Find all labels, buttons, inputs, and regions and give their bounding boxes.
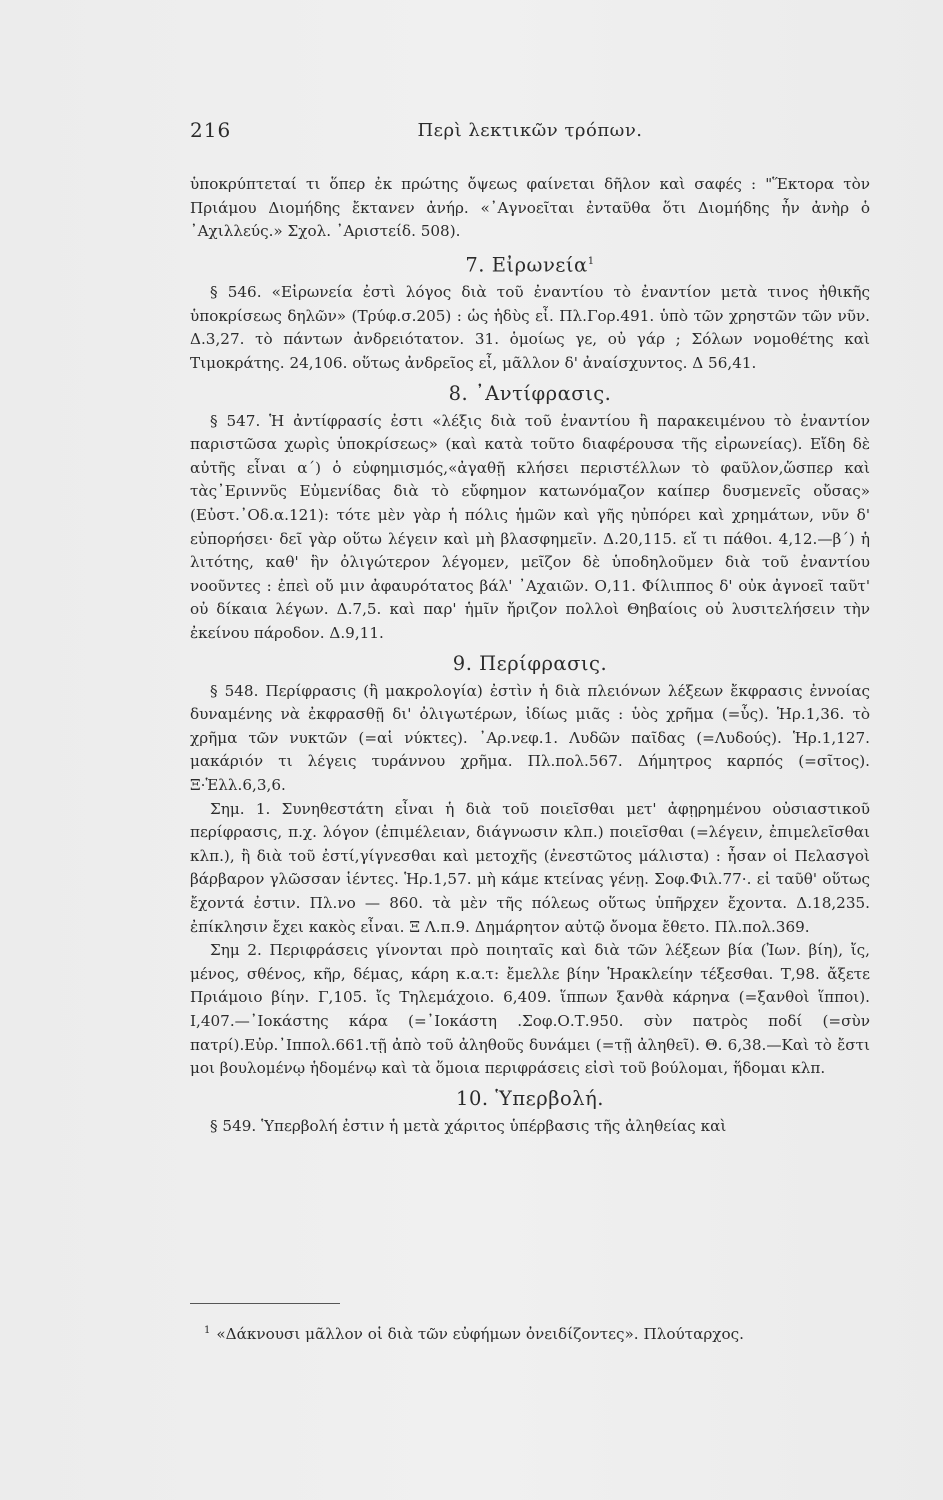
page-body (190, 173, 870, 1138)
paragraph-549: § 549. Ὑπερβολή ἐστιν ἡ μετὰ χάριτος ὑπέρβασις τῆς ἀληθείας καὶ (210, 1116, 727, 1135)
page-header (190, 118, 870, 148)
heading-text: 7. Εἰρωνεία (465, 253, 588, 277)
paragraph-note-1: Σημ. 1. Συνηθεστάτη εἶναι ἡ διὰ τοῦ ποιεῖσθαι μετ' ἀφῃρημένου οὐσιαστικοῦ περίφρασις, π.χ. λόγον (ἐπιμέλειαν, διάγνωσιν κλπ.) ποιεῖσθαι (=λέγειν, ἐπιμελεῖσθαι κλπ.), ἢ διὰ τοῦ ἐστί,γίγνεσθαι καὶ μετοχῆς (ἐνεστῶτος μάλιστα) : ἦσαν οἱ Πελασγοὶ βάρβαρον γλῶσσαν ἱέντες. Ἡρ.1,57. μὴ κάμε κτείνας γένῃ. Σοφ.Φιλ.77·. εἰ ταῦθ' οὕτως ἔχοντά ἐστιν. Πλ.νο — 860. τὰ μὲν τῆς πόλεως οὕτως ὑπῆρχεν ἔχοντα. Δ.18,235. ἐπίκλησιν ἔχει κακὸς εἶναι. Ξ Λ.π.9. Δημάρητον αὐτῷ ὄνομα ἔθετο. Πλ.πολ.369. (190, 799, 870, 936)
running-title: Περὶ λεκτικῶν τρόπων. (417, 120, 643, 141)
page-number: 216 (190, 118, 232, 142)
section-heading-hyperbole: 10. Ὑπερβολή. (456, 1086, 604, 1110)
paragraph-548: § 548. Περίφρασις (ἢ μακρολογία) ἐστὶν ἡ διὰ πλειόνων λέξεων ἔκφρασις ἐννοίας δυναμένης νὰ ἐκφρασθῇ δι' ὀλιγωτέρων, ἰδίως μιᾶς : ὑὸς χρῆμα (=ὗς). Ἡρ.1,36. τὸ χρῆμα τῶν νυκτῶν (=αἱ νύκτες). ᾿Αρ.νεφ.1. Λυδῶν παῖδας (=Λυδούς). Ἡρ.1,127. μακάριόν τι λέγεις τυράννου χρῆμα. Πλ.πολ.567. Δήμητρος καρπός (=σῖτος). Ξ·Ἑλλ.6,3,6. (190, 681, 870, 794)
section-heading-eironeia (190, 248, 870, 280)
footnote-text: «Δάκνουσι μᾶλλον οἱ διὰ τῶν εὐφήμων ὀνειδίζοντες». Πλούταρχος. (216, 1325, 744, 1343)
footnote (190, 1323, 870, 1348)
paragraph-546: § 546. «Εἰρωνεία ἐστὶ λόγος διὰ τοῦ ἐναντίου τὸ ἐναντίον μετὰ τινος ἠθικῆς ὑποκρίσεως δηλῶν» (Τρύφ.σ.205) : ὡς ἡδὺς εἶ. Πλ.Γορ.491. ὑπὸ τῶν χρηστῶν τῶν νῦν. Δ.3,27. τὸ πάντων ἀνδρειότατον. 31. ὁμοίως γε, οὐ γάρ ; Σόλων νομοθέτης καὶ Τιμοκράτης. 24,106. οὕτως ἀνδρεῖος εἶ, μᾶλλον δ' ἀναίσχυντος. Δ 56,41. (190, 283, 870, 373)
footnote-mark: 1 (204, 1325, 211, 1336)
paragraph-547: § 547. Ἡ ἀντίφρασίς ἐστι «λέξις διὰ τοῦ ἐναντίου ἢ παρακειμένου τὸ ἐναντίον παριστῶσα χωρὶς ὑποκρίσεως» (καὶ κατὰ τοῦτο διαφέρουσα τῆς εἰρωνείας). Εἴδη δὲ αὐτῆς εἶναι α΄) ὁ εὐφημισμός,«ἀγαθῇ κλήσει περιστέλλων τὸ φαῦλον,ὥσπερ καὶ τὰς᾿Εριννῦς Εὐμενίδας διὰ τὸ εὔφημον κατωνόμαζον καίπερ δυσμενεῖς οὔσας» (Εὐστ.᾿Οδ.α.121): τότε μὲν γὰρ ἡ πόλις ἡμῶν καὶ γῆς ηὐπόρει καὶ χρημάτων, νῦν δ' εὐπορήσει· δεῖ γὰρ οὕτω λέγειν καὶ μὴ βλασφημεῖν. Δ.20,115. εἴ τι πάθοι. 4,12.—β΄) ἡ λιτότης, καθ' ἣν ὀλιγώτερον λέγομεν, μεῖζον δὲ ὑποδηλοῦμεν διὰ τοῦ ἐναντίου νοοῦντες : ἐπεὶ οὔ μιν ἀφαυρότατος βάλ' ᾿Αχαιῶν. Ο,11. Φίλιππος δ' οὐκ ἀγνοεῖ ταῦτ' οὐ δίκαια λέγων. Δ.7,5. καὶ παρ' ἡμῖν ἤριζον πολλοὶ Θηβαίοις οὐ λυσιτελήσειν τὴν ἐκείνου πάροδον. Δ.9,11. (190, 411, 870, 642)
footnote-ref: 1 (587, 255, 595, 267)
section-heading-periphrasis: 9. Περίφρασις. (452, 651, 608, 675)
paragraph-note-2: Σημ 2. Περιφράσεις γίνονται πρὸ ποιηταῖς καὶ διὰ τῶν λέξεων βία (Ἰων. βίη), ἴς, μένος, σθένος, κῆρ, δέμας, κάρη κ.α.τ: ἔμελλε βίην Ἡρακλείην τέξεσθαι. Τ,98. ἄξετε Πριάμοιο βίην. Γ,105. ἴς Τηλεμάχοιο. 6,409. ἵππων ξανθὰ κάρηνα (=ξανθοὶ ἵπποι). Ι,407.—᾿Ιοκάστης κάρα (=᾿Ιοκάστη .Σοφ.Ο.Τ.950. σὺν πατρὸς ποδί (=σὺν πατρί).Εὐρ.᾿Ιππολ.661.τῇ ἀπὸ τοῦ ἀληθοῦς δυνάμει (=τῇ ἀληθεῖ). Θ. 6,38.—Καὶ τὸ ἔστι μοι βουλομένῳ ἡδομένῳ καὶ τὰ ὅμοια περιφράσεις εἰσὶ τοῦ βούλομαι, ἥδομαι κλπ. (190, 941, 870, 1078)
footnote-divider (190, 1303, 340, 1304)
section-heading-antiphrasis: 8. ᾿Αντίφρασις. (448, 381, 612, 405)
paragraph-continuation: ὑποκρύπτεταί τι ὅπερ ἐκ πρώτης ὄψεως φαίνεται δῆλον καὶ σαφές : "Ἕκτορα τὸν Πριάμου Διομήδης ἔκτανεν ἀνήρ. «᾿Αγνοεῖται ἐνταῦθα ὅτι Διομήδης ἦν ἀνὴρ ὁ ᾿Αχιλλεύς.» Σχολ. ᾿Αριστείδ. 508). (190, 175, 870, 241)
